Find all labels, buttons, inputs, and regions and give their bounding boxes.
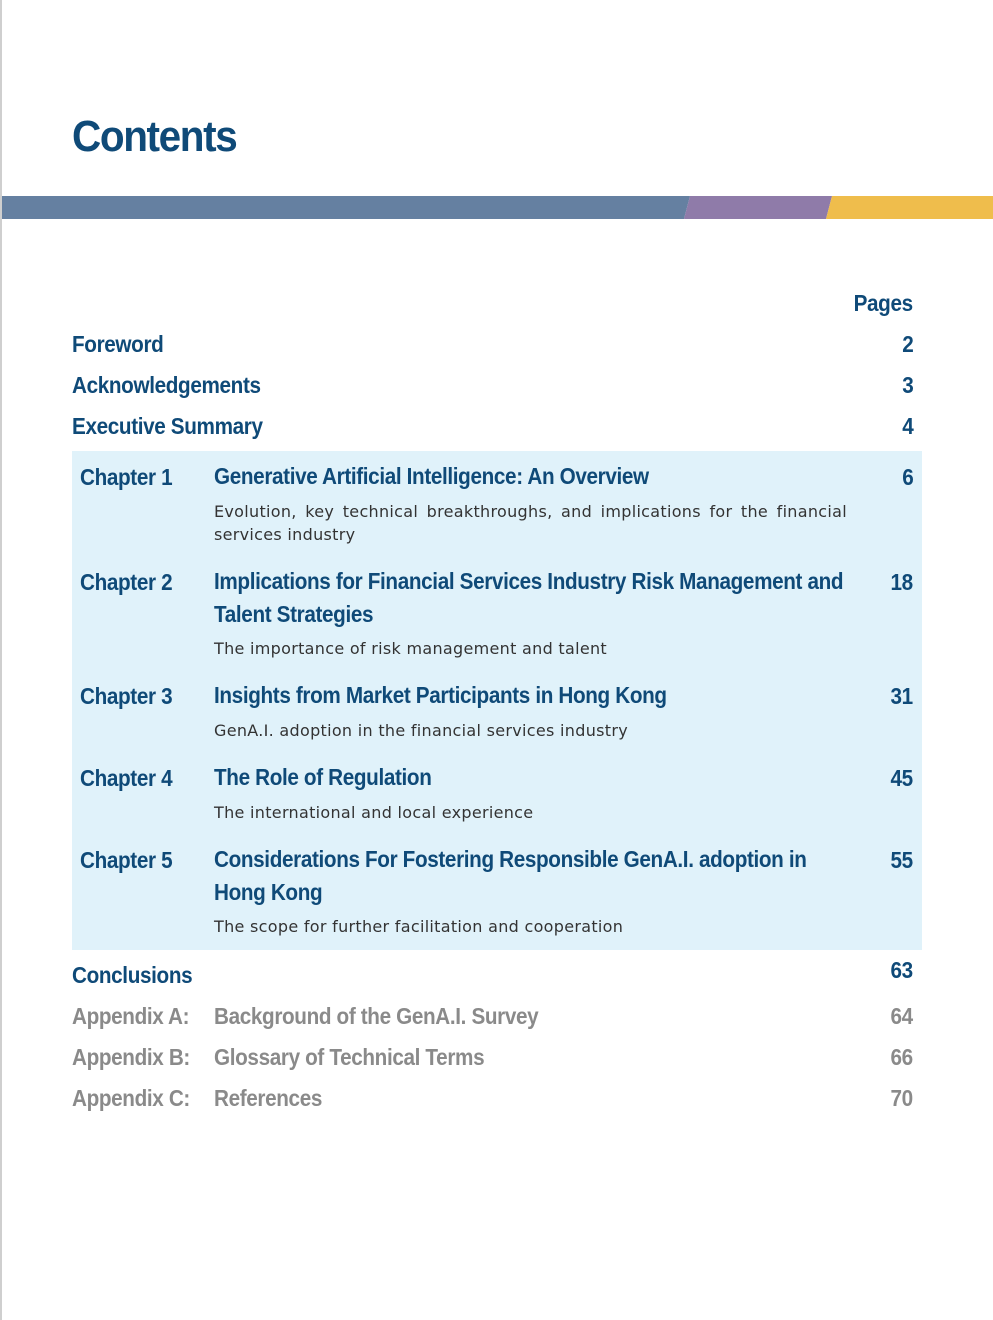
page-edge [0,0,2,1320]
appendix-b-page: 66 [890,1044,913,1070]
toc-page-acknowledgements: 3 [901,372,913,398]
chapter-4-subtitle: The international and local experience [214,803,534,822]
chapter-4-title[interactable]: The Role of Regulation [214,764,432,790]
appendix-b-label[interactable]: Appendix B: [72,1044,190,1070]
chapter-2-subtitle: The importance of risk management and talent [214,639,607,658]
toc-page-foreword: 2 [901,331,913,357]
toc-entry-acknowledgements[interactable]: Acknowledgements [72,372,261,398]
chapter-2-page: 18 [890,569,913,595]
decorative-band-yellow [826,196,993,219]
appendix-a-page: 64 [890,1003,913,1029]
toc-entry-executive-summary[interactable]: Executive Summary [72,413,263,439]
appendix-c-page: 70 [890,1085,913,1111]
chapter-4-page: 45 [890,765,913,791]
chapter-1-title[interactable]: Generative Artificial Intelligence: An Overview [214,463,649,489]
decorative-band-blue [2,196,690,219]
chapter-3-subtitle: GenA.I. adoption in the financial services industry [214,721,628,740]
toc-page-conclusions: 63 [890,957,913,983]
chapter-5-subtitle: The scope for further facilitation and cooperation [214,917,624,936]
toc-entry-conclusions[interactable]: Conclusions [72,962,193,988]
chapter-1-page: 6 [901,464,913,490]
chapter-1-subtitle: Evolution, key technical breakthroughs, and implications for the financial services industry [214,502,847,544]
appendix-c-title[interactable]: References [214,1085,323,1111]
toc-entry-foreword[interactable]: Foreword [72,331,164,357]
page-title: Contents [72,112,237,161]
chapter-3-title[interactable]: Insights from Market Participants in Hong Kong [214,682,667,708]
chapter-2-title[interactable]: Implications for Financial Services Industry Risk Management and Talent Strategies [214,568,844,627]
chapter-3-page: 31 [890,683,913,709]
chapter-1-label[interactable]: Chapter 1 [80,464,173,490]
appendix-a-label[interactable]: Appendix A: [72,1003,190,1029]
chapter-5-page: 55 [890,847,913,873]
chapter-4-label[interactable]: Chapter 4 [80,765,173,791]
toc-page-executive-summary: 4 [901,413,913,439]
chapter-5-label[interactable]: Chapter 5 [80,847,173,873]
decorative-band-purple [684,196,832,219]
appendix-a-title[interactable]: Background of the GenA.I. Survey [214,1003,539,1029]
appendix-b-title[interactable]: Glossary of Technical Terms [214,1044,485,1070]
chapter-2-label[interactable]: Chapter 2 [80,569,173,595]
pages-column-header: Pages [853,290,913,316]
chapter-5-title[interactable]: Considerations For Fostering Responsible GenA.I. adoption in Hong Kong [214,846,807,905]
chapter-3-label[interactable]: Chapter 3 [80,683,173,709]
appendix-c-label[interactable]: Appendix C: [72,1085,190,1111]
